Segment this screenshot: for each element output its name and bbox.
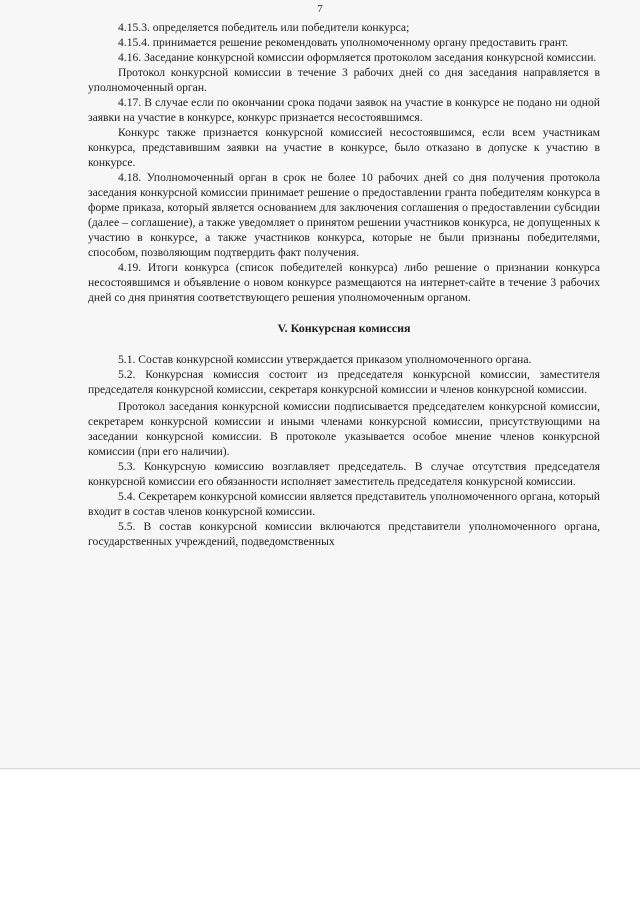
section-heading: V. Конкурсная комиссия	[277, 321, 411, 335]
paragraph-5-3: 5.3. Конкурсную комиссию возглавляет председатель. В случае отсутствия председателя конкурсной комиссии его обязанности исполняет заместитель председателя конкурсной комиссии.	[88, 460, 600, 488]
paragraph-5-2: 5.2. Конкурсная комиссия состоит из председателя конкурсной комиссии, заместителя председателя конкурсной комиссии, секретаря конкурсной комиссии и членов конкурсной комиссии.	[88, 368, 600, 396]
paragraph-5-4: 5.4. Секретарем конкурсной комиссии является представитель уполномоченного органа, который входит в состав членов конкурсной комиссии.	[88, 490, 600, 518]
paragraph-5-1: 5.1. Состав конкурсной комиссии утверждается приказом уполномоченного органа.	[118, 353, 532, 366]
paragraph-4-18: 4.18. Уполномоченный орган в срок не более 10 рабочих дней со дня получения протокола заседания конкурсной комиссии принимает решение о предоставлении гранта победителям конкурса в форме приказа, который является основанием для заключения соглашения о предоставлении субсидии (далее – соглашение), а также уведомляет о принятом решении участников конкурса, не допущенных к участию в конкурсе, а также участников конкурса, которые не были признаны победителями, способом, позволяющим подтвердить факт получения.	[88, 171, 600, 259]
paragraph-protocol-sent: Протокол конкурсной комиссии в течение 3 рабочих дней со дня заседания направляется в уполномоченный орган.	[88, 66, 600, 94]
paragraph-protocol-signed: Протокол заседания конкурсной комиссии подписывается председателем конкурсной комиссии, секретарем конкурсной комиссии и иными членами конкурсной комиссии, присутствующими на заседании конкурсной комиссии. В протоколе указывается особое мнение членов конкурсной комиссии (при его наличии).	[88, 400, 600, 458]
paragraph-contest-failed: Конкурс также признается конкурсной комиссией несостоявшимся, если всем участникам конкурса, представившим заявки на участие в конкурсе, было отказано в допуске к участию в конкурсе.	[88, 126, 600, 169]
paragraph-4-15-4: 4.15.4. принимается решение рекомендовать уполномоченному органу предоставить грант.	[118, 36, 569, 49]
paragraph-4-15-3: 4.15.3. определяется победитель или победители конкурса;	[118, 21, 410, 34]
paragraph-4-16: 4.16. Заседание конкурсной комиссии оформляется протоколом заседания конкурсной комиссии.	[118, 51, 597, 64]
paragraph-4-19: 4.19. Итоги конкурса (список победителей конкурса) либо решение о признании конкурса несостоявшимся и объявление о новом конкурсе размещаются на интернет-сайте в течение 3 рабочих дней со дня принятия соответствующего решения уполномоченным органом.	[88, 261, 600, 304]
paragraph-5-5: 5.5. В состав конкурсной комиссии включаются представители уполномоченного органа, государственных учреждений, подведомственных	[88, 520, 600, 548]
page-number: 7	[317, 3, 323, 15]
paragraph-4-17: 4.17. В случае если по окончании срока подачи заявок на участие в конкурсе не подано ни одной заявки на участие в конкурсе, конкурс признается несостоявшимся.	[88, 96, 600, 124]
document-body	[88, 20, 600, 549]
